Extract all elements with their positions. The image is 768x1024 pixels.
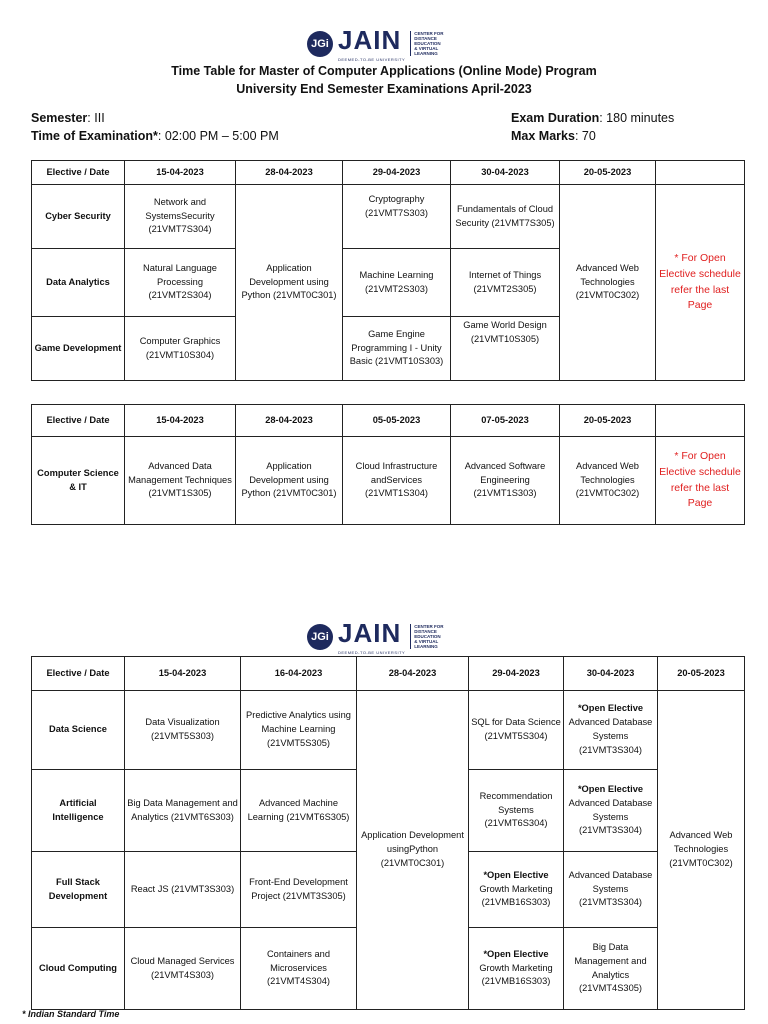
logo-subtitle: DEEMED-TO-BE UNIVERSITY xyxy=(338,650,406,655)
merged-cell-web: Advanced Web Technologies (21VMT0C302) xyxy=(658,691,745,1010)
logo-subtitle: DEEMED-TO-BE UNIVERSITY xyxy=(338,57,406,62)
logo-side-text: CENTER FOR DISTANCE EDUCATION & VIRTUAL LEARNING xyxy=(410,31,443,57)
logo-side-text: CENTER FOR DISTANCE EDUCATION & VIRTUAL LEARNING xyxy=(410,624,443,650)
table-row: Data Analytics Natural Language Processing (21VMT2S304) Machine Learning (21VMT2S303) Internet of Things (21VMT2S305) xyxy=(32,249,745,317)
table-row: Cyber Security Network and SystemsSecurity (21VMT7S304) Application Development using Python (21VMT0C301) Cryptography (21VMT7S303) Fundamentals of Cloud Security (21VMT7S305) Advanced Web Technologies (21VMT0C302) * For Open Elective schedule refer the last Page xyxy=(32,185,745,249)
university-logo xyxy=(307,25,443,62)
open-elective-note: * For Open Elective schedule refer the last Page xyxy=(656,437,745,525)
max-marks-info: Max Marks: 70 xyxy=(511,129,596,143)
jgi-logo-icon: JGi xyxy=(307,624,333,650)
table-row: Data Science Data Visualization (21VMT5S303) Predictive Analytics using Machine Learning (21VMT5S305) Application Development usingPython (21VMT0C301) SQL for Data Science (21VMT5S304) *Open Elective Advanced Database Systems (21VMT3S304) Advanced Web Technologies (21VMT0C302) xyxy=(32,691,745,770)
merged-cell-web: Advanced Web Technologies (21VMT0C302) xyxy=(560,185,656,381)
open-elective-note: * For Open Elective schedule refer the last Page xyxy=(656,185,745,381)
table-row: Artificial Intelligence Big Data Management and Analytics (21VMT6S303) Advanced Machine Learning (21VMT6S305) Recommendation Systems (21VMT6S304) *Open Elective Advanced Database Systems (21VMT3S304) xyxy=(32,770,745,852)
table-row: Game Development Computer Graphics (21VMT10S304) Game Engine Programming I - Unity Basic (21VMT10S303) Game World Design (21VMT10S305) xyxy=(32,317,745,381)
semester-info: Semester: III xyxy=(31,111,105,125)
merged-cell-python: Application Development using Python (21VMT0C301) xyxy=(236,185,343,381)
timetable-2 xyxy=(31,404,745,525)
table-header-row: Elective / Date 15-04-2023 16-04-2023 28-04-2023 29-04-2023 30-04-2023 20-05-2023 xyxy=(32,657,745,691)
table-header-row: Elective / Date 15-04-2023 28-04-2023 05-05-2023 07-05-2023 20-05-2023 xyxy=(32,405,745,437)
logo-name: JAIN xyxy=(338,25,402,55)
footnote: * Indian Standard Time xyxy=(22,1009,120,1019)
timetable-3 xyxy=(31,656,745,1010)
table-row: Cloud Computing Cloud Managed Services (21VMT4S303) Containers and Microservices (21VMT4S304) *Open Elective Growth Marketing (21VMB16S303) Big Data Management and Analytics (21VMT4S305) xyxy=(32,928,745,1010)
page-title: Time Table for Master of Computer Applications (Online Mode) Program xyxy=(171,64,597,78)
university-logo xyxy=(307,618,443,655)
page-subtitle: University End Semester Examinations April-2023 xyxy=(236,82,532,96)
merged-cell-python: Application Development usingPython (21VMT0C301) xyxy=(357,691,469,1010)
table-row: Full Stack Development React JS (21VMT3S303) Front-End Development Project (21VMT3S305) *Open Elective Growth Marketing (21VMB16S303) Advanced Database Systems (21VMT3S304) xyxy=(32,852,745,928)
logo-name: JAIN xyxy=(338,618,402,648)
table-row: Computer Science & IT Advanced Data Management Techniques (21VMT1S305) Application Development using Python (21VMT0C301) Cloud Infrastructure andServices (21VMT1S304) Advanced Software Engineering (21VMT1S303) Advanced Web Technologies (21VMT0C302) * For Open Elective schedule refer the last Page xyxy=(32,437,745,525)
timetable-1 xyxy=(31,160,745,381)
table-header-row: Elective / Date 15-04-2023 28-04-2023 29-04-2023 30-04-2023 20-05-2023 xyxy=(32,161,745,185)
jgi-logo-icon: JGi xyxy=(307,31,333,57)
exam-duration-info: Exam Duration: 180 minutes xyxy=(511,111,675,125)
exam-time-info: Time of Examination*: 02:00 PM – 5:00 PM xyxy=(31,129,279,143)
